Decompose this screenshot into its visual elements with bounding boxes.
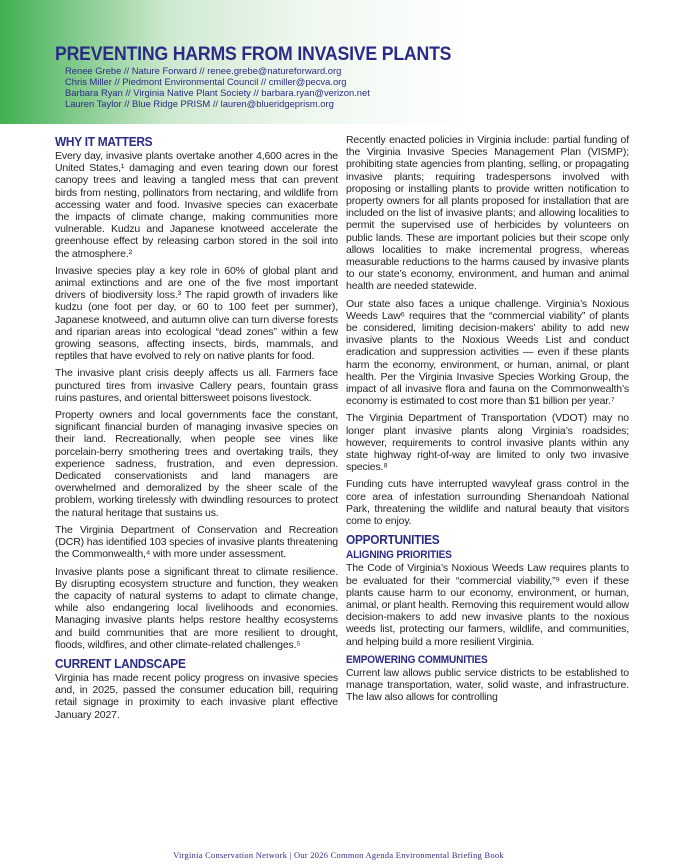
paragraph: Virginia has made recent policy progress on invasive species and, in 2025, passed the consumer education bill, requiring retail signage in proximity to each invasive plant effective January 2027. [55, 671, 338, 721]
page-title: PREVENTING HARMS FROM INVASIVE PLANTS [55, 44, 452, 65]
paragraph: Current law allows public service districts to be established to manage transportation, water, solid waste, and infrastructure. The law also allows for controlling [346, 666, 629, 704]
current-landscape-heading: CURRENT LANDSCAPE [55, 655, 186, 671]
author-line: Renee Grebe // Nature Forward // renee.grebe@natureforward.org [65, 65, 342, 76]
paragraph: Recently enacted policies in Virginia include: partial funding of the Virginia Invasive Species Management Plan (VISMP); prohibiting state agencies from planting, selling, or propagating invasive plants; requiring tradespersons involved with proposing or installing plants to provide written notification to property owners for all plants proposed for installation that are included on the list of invasive plants; and allowing localities to permit the supervised use of herbicides by volunteers on public lands. These are important policies but their scope only allows localities to make incremental progress, whereas measurable reductions to the harms caused by invasive plants to our state’s economy, environment, and human and animal health are needed statewide. [346, 134, 629, 293]
author-line: Lauren Taylor // Blue Ridge PRISM // lauren@blueridgeprism.org [65, 98, 334, 109]
page-footer: Virginia Conservation Network | Our 2026 Common Agenda Environmental Briefing Book [173, 851, 504, 860]
right-column [346, 134, 629, 708]
paragraph: Property owners and local governments face the constant, significant financial burden of managing invasive species on their land. Recreationally, when people see vines like porcelain-berry smothering trees and overtaking trails, they experience sadness, frustration, and even depression. Dedicated conservationists and land managers are overwhelmed and demoralized by the sheer scale of the problem, working tirelessly with dwindling resources to protect the natural heritage that sustains us. [55, 409, 338, 519]
paragraph: The Virginia Department of Transportation (VDOT) may no longer plant invasive plants along Virginia’s roadsides; however, requirements to control invasive plants within any state highway right-of-way are limited to only two invasive species.⁸ [346, 412, 629, 474]
author-list [65, 65, 370, 109]
paragraph: The invasive plant crisis deeply affects us all. Farmers face punctured tires from invasive Callery pears, fountain grass ruins pastures, and oriental bittersweet poisons livestock. [55, 367, 338, 404]
paragraph: The Virginia Department of Conservation and Recreation (DCR) has identified 103 species of invasive plants threatening the Commonwealth,⁴ with more under assessment. [55, 523, 338, 561]
paragraph: Invasive plants pose a significant threat to climate resilience. By disrupting ecosystem structure and function, they weaken the capacity of natural systems to adapt to climate change, while also endangering local livelihoods and economies. Managing invasive plants helps restore healthy ecosystems and build communities that are more resilient to drought, floods, wildfires, and other climate-related challenges.⁵ [55, 565, 338, 651]
why-it-matters-heading: WHY IT MATTERS [55, 134, 153, 149]
aligning-priorities-heading: ALIGNING PRIORITIES [346, 549, 452, 562]
paragraph: Every day, invasive plants overtake another 4,600 acres in the United States,¹ damaging and even tearing down our forest canopy trees and leaving a tangled mess that can prevent birds from nesting, pollinators from nectaring, and wildlife from accessing water and food. Invasive species can exacerbate the impacts of climate change, making communities more vulnerable. Kudzu and Japanese knotweed accelerate the greenhouse effect by releasing carbon stored in the soil into the atmosphere.² [55, 150, 338, 260]
paragraph: Our state also faces a unique challenge. Virginia’s Noxious Weeds Law⁶ requires that the “commercial viability” of plants be considered, limiting decision-makers’ ability to add new invasive plants to the Noxious Weeds List and conduct eradication and suppression activities — even if these plants harm the economy, environment, or human, animal, or plant health. Per the Virginia Invasive Species Working Group, the impact of all invasive flora and fauna on the Commonwealth’s economy is estimated to cost more than $1 billion per year.⁷ [346, 297, 629, 408]
author-line: Chris Miller // Piedmont Environmental Council // cmiller@pecva.org [65, 76, 347, 87]
header-banner [0, 0, 677, 124]
author-line: Barbara Ryan // Virginia Native Plant Society // barbara.ryan@verizon.net [65, 87, 370, 98]
paragraph: Funding cuts have interrupted wavyleaf grass control in the core area of infestation surrounding Shenandoah National Park, threatening the wildlife and natural beauty that visitors come to enjoy. [346, 478, 629, 528]
left-column [55, 134, 338, 726]
paragraph: Invasive species play a key role in 60% of global plant and animal extinctions and are one of the five most important drivers of biodiversity loss.³ The rapid growth of invaders like kudzu (one foot per day, or 60 to 100 feet per summer), Japanese knotweed, and autumn olive can turn diverse forests and riparian areas into ecological “dead zones” within a few growing seasons, affecting insects, birds, mammals, and reptiles that have evolved to rely on native plants for food. [55, 264, 338, 363]
paragraph: The Code of Virginia’s Noxious Weeds Law requires plants to be evaluated for their “commercial viability,”⁹ even if these plants cause harm to our economy, environment, or human, animal, or plant health. Removing this requirement would allow decision-makers to add new invasive plants to the noxious weeds list, protecting our farmers, wildlife, and communities, and helping build a more resilient Virginia. [346, 562, 629, 648]
opportunities-heading: OPPORTUNITIES [346, 532, 440, 548]
empowering-communities-heading: EMPOWERING COMMUNITIES [346, 653, 488, 666]
